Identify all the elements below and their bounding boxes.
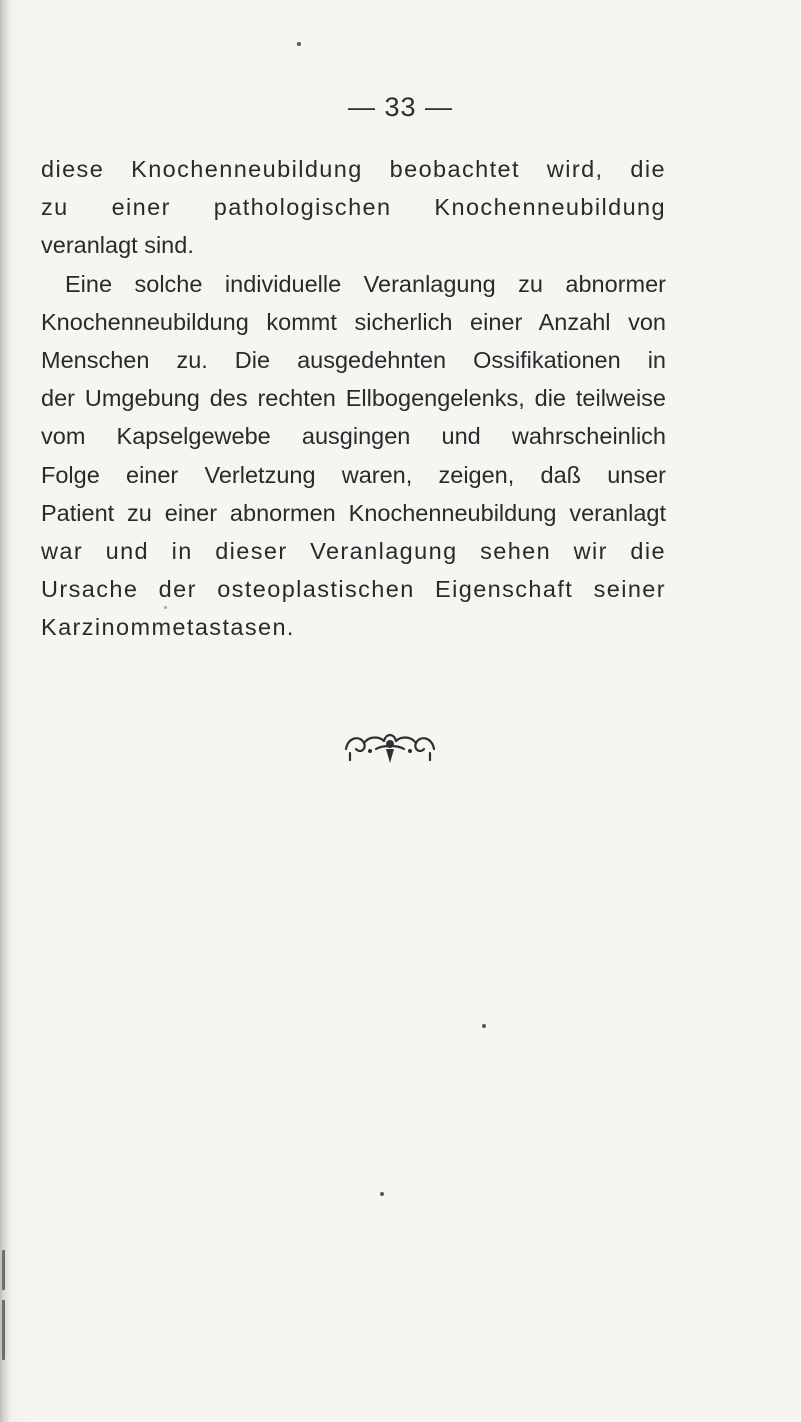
body-text bbox=[41, 150, 666, 647]
fleuron-icon bbox=[340, 727, 440, 765]
text-line: Ursache der osteoplastischen Eigenschaft seiner bbox=[41, 576, 666, 603]
text-line: diese Knochenneubildung beobachtet wird, die bbox=[41, 156, 666, 182]
text-line: zu einer pathologischen Knochenneubildung bbox=[41, 194, 666, 221]
paper-speck bbox=[380, 1192, 384, 1196]
paper-speck bbox=[297, 42, 301, 46]
text-line: Menschen zu. Die ausgedehnten Ossifikationen in bbox=[41, 347, 666, 374]
binding-shadow bbox=[0, 0, 10, 1422]
text-line: veranlagt sind. bbox=[41, 232, 194, 259]
text-line: Karzinommetastasen. bbox=[41, 614, 295, 641]
binding-mark bbox=[2, 1250, 5, 1290]
text-line: der Umgebung des rechten Ellbogengelenks, die teilweise bbox=[41, 385, 666, 412]
binding-mark bbox=[2, 1300, 5, 1360]
text-line: Folge einer Verletzung waren, zeigen, daß unser bbox=[41, 461, 666, 488]
text-line: Knochenneubildung kommt sicherlich einer Anzahl von bbox=[41, 308, 666, 335]
paper-speck bbox=[482, 1024, 486, 1028]
text-line: Patient zu einer abnormen Knochenneubildung veranlagt bbox=[41, 499, 666, 526]
text-line: war und in dieser Veranlagung sehen wir die bbox=[41, 538, 666, 565]
text-line: Eine solche individuelle Veranlagung zu abnormer bbox=[65, 270, 666, 297]
page-number: — 33 — bbox=[347, 92, 454, 122]
paper-speck bbox=[164, 606, 167, 609]
text-line: vom Kapselgewebe ausgingen und wahrscheinlich bbox=[41, 423, 666, 450]
